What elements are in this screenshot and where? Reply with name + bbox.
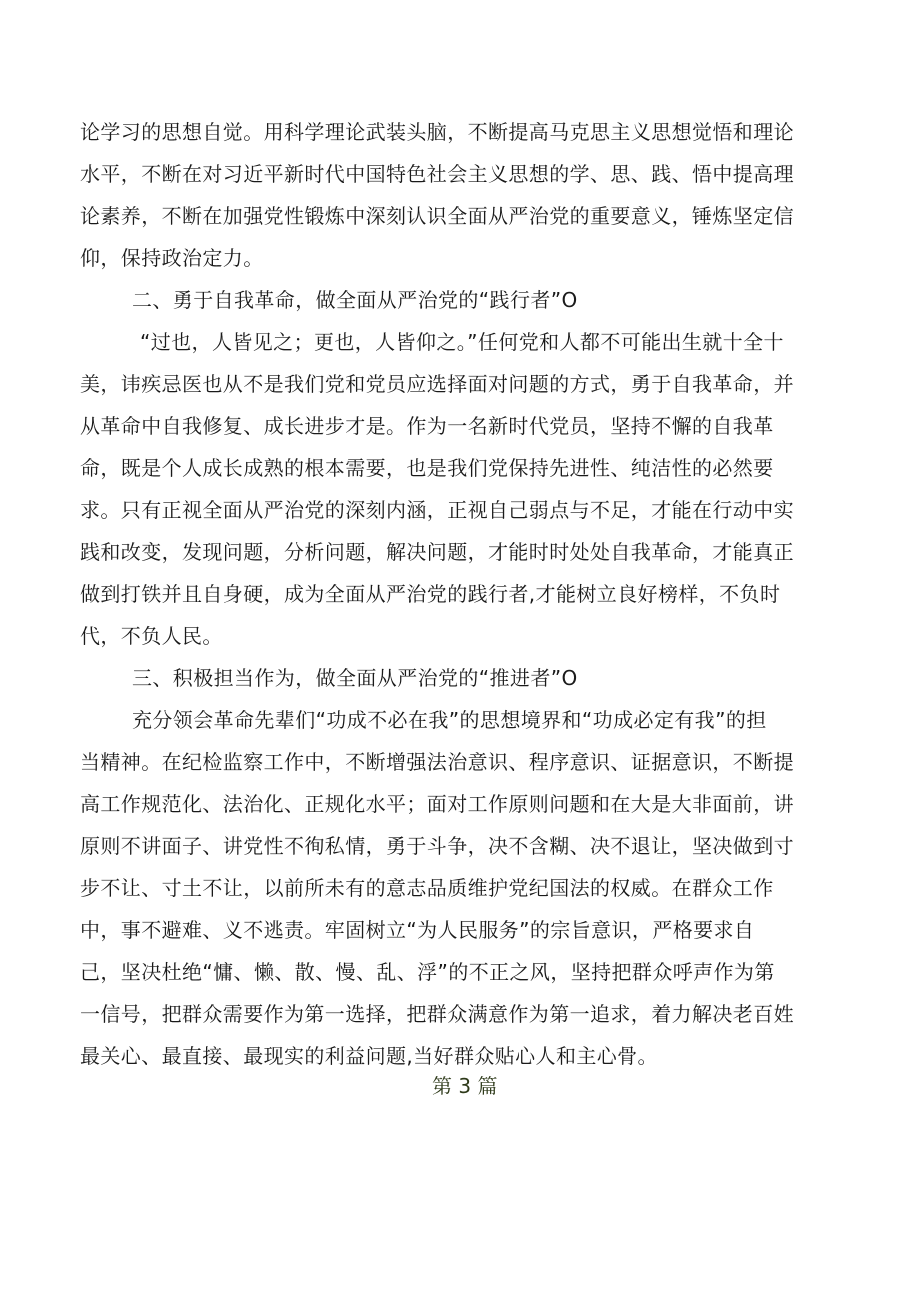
section-number-label: 第 3 篇 xyxy=(432,1074,498,1098)
paragraph2-line: 从革命中自我修复、成长进步才是。作为一名新时代党员，坚持不懈的自我革 xyxy=(80,414,774,438)
paragraph2-line: 求。只有正视全面从严治党的深刻内涵，正视自己弱点与不足，才能在行动中实 xyxy=(80,498,794,522)
section-heading-3: 三、积极担当作为，做全面从严治党的“推进者”O xyxy=(132,666,578,690)
paragraph3-line: 高工作规范化、法治化、正规化水平；面对工作原则问题和在大是大非面前，讲 xyxy=(80,792,794,816)
paragraph1-line: 论学习的思想自觉。用科学理论武装头脑，不断提高马克思主义思想觉悟和理论 xyxy=(80,120,794,144)
paragraph2-line: 美，讳疾忌医也从不是我们党和党员应选择面对问题的方式，勇于自我革命，并 xyxy=(80,372,794,396)
paragraph3-line: 当精神。在纪检监察工作中，不断增强法治意识、程序意识、证据意识，不断提 xyxy=(80,750,794,774)
paragraph3-line: 一信号，把群众需要作为第一选择，把群众满意作为第一追求，着力解决老百姓 xyxy=(80,1002,794,1026)
paragraph3-line: 己，坚决杜绝“慵、懒、散、慢、乱、浮”的不正之风，坚持把群众呼声作为第 xyxy=(80,960,775,984)
paragraph1-line: 水平，不断在对习近平新时代中国特色社会主义思想的学、思、践、悟中提高理 xyxy=(80,162,794,186)
paragraph2-line: 代，不负人民。 xyxy=(80,624,223,648)
paragraph3-line: 最关心、最直接、最现实的利益问题,当好群众贴心人和主心骨。 xyxy=(80,1044,658,1068)
paragraph2-line: 命，既是个人成长成熟的根本需要，也是我们党保持先进性、纯洁性的必然要 xyxy=(80,456,774,480)
paragraph3-line: 原则不讲面子、讲党性不徇私情，勇于斗争，决不含糊、决不退让，坚决做到寸 xyxy=(80,834,794,858)
paragraph1-line: 论素养，不断在加强党性锻炼中深刻认识全面从严治党的重要意义，锤炼坚定信 xyxy=(80,204,794,228)
paragraph2-line: 践和改变，发现问题，分析问题，解决问题，才能时时处处自我革命，才能真正 xyxy=(80,540,794,564)
paragraph1-line: 仰，保持政治定力。 xyxy=(80,246,264,270)
paragraph3-line: 步不让、寸土不让，以前所未有的意志品质维护党纪国法的权威。在群众工作 xyxy=(80,876,774,900)
paragraph3-line: 中，事不避难、义不逃责。牢固树立“为人民服务”的宗旨意识，严格要求自 xyxy=(80,918,755,942)
paragraph2-line: “过也，人皆见之；更也，人皆仰之。”任何党和人都不可能出生就十全十 xyxy=(140,330,784,354)
paragraph2-line: 做到打铁并且自身硬，成为全面从严治党的践行者,才能树立良好榜样，不负时 xyxy=(80,582,781,606)
paragraph3-line: 充分领会革命先辈们“功成不必在我”的思想境界和“功成必定有我”的担 xyxy=(132,708,767,732)
section-heading-2: 二、勇于自我革命，做全面从严治党的“践行者”O xyxy=(132,288,578,312)
